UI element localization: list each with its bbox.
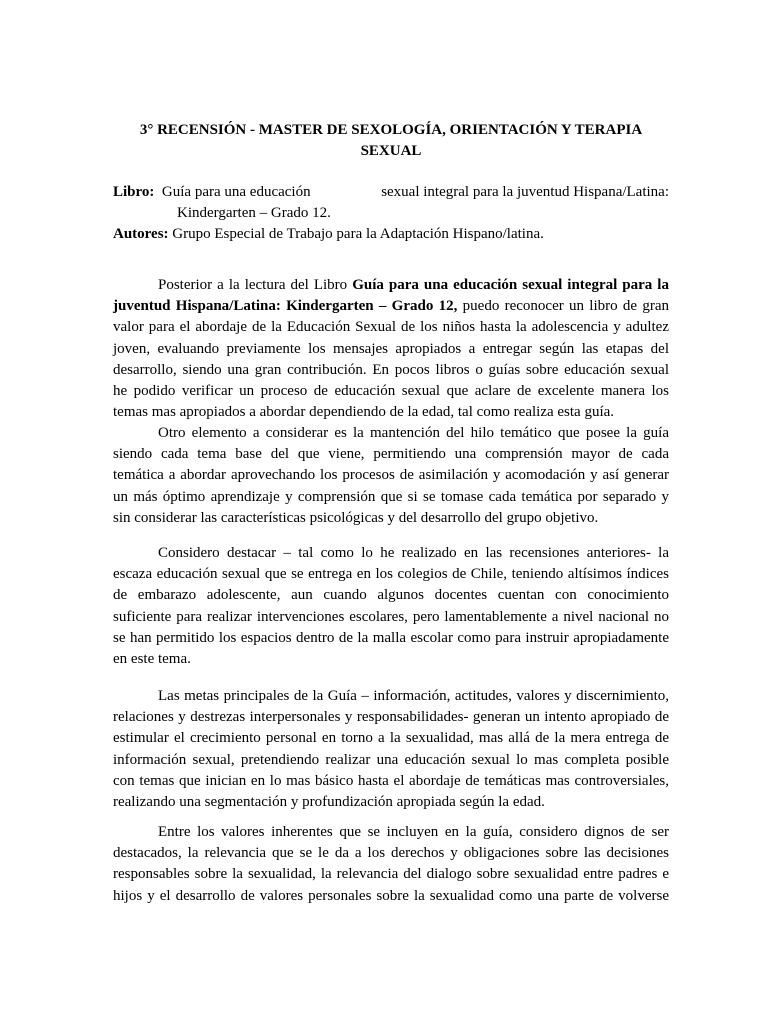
libro-title-part-1: Guía para una educación xyxy=(161,184,311,200)
paragraph-1-line: joven, evaluando previamente los mensajes apropiados a entregar según las etapas del xyxy=(113,340,669,357)
paragraph-5-line: destacados, la relevancia que se le da a los derechos y obligaciones sobre las decisiones xyxy=(113,845,669,862)
autores-label: Autores: xyxy=(113,226,169,242)
paragraph-4-line: Las metas principales de la Guía – información, actitudes, valores y discernimiento, xyxy=(158,688,669,704)
paragraph-5-line: hijos y el desarrollo de valores personales sobre la sexualidad como una parte de volverse xyxy=(113,887,669,904)
paragraph-2-line: siendo cada tema base del que viene, permitiendo una comprensión mayor de cada xyxy=(113,446,669,463)
paragraph-2-line: un más óptimo aprendizaje y comprensión que si se tomase cada temática por separado y xyxy=(113,488,669,505)
paragraph-4-line: realizando una segmentación y profundización apropiada según la edad. xyxy=(113,793,545,810)
paragraph-2-line: sin considerar las características psicológicas y del desarrollo del grupo objetivo. xyxy=(113,509,599,526)
paragraph-4-line: información sexual, pretendiendo realizar una educación sexual lo mas completa posible xyxy=(113,751,669,768)
paragraph-5-line: responsables sobre la sexualidad, la relevancia del dialogo sobre sexualidad entre padres e xyxy=(113,866,669,883)
paragraph-3-line: Considero destacar – tal como lo he realizado en las recensiones anteriores- la xyxy=(158,545,669,561)
paragraph-1-line: valor para el abordaje de la Educación Sexual de los niños hasta la adolescencia y adultez xyxy=(113,319,669,336)
paragraph-3-line: suficiente para realizar intervenciones escolares, pero lamentablemente a nivel nacional no xyxy=(113,608,669,625)
paragraph-1-line: desarrollo, siendo una gran contribución. En pocos libros o guías sobre educación sexual xyxy=(113,361,669,378)
title-line-1: 3° RECENSIÓN - MASTER DE SEXOLOGÍA, ORIENTACIÓN Y TERAPIA xyxy=(139,122,643,138)
paragraph-3-line: de embarazo adolescente, aun cuando algunos docentes cuentan con conocimiento xyxy=(113,587,669,604)
title-line-2: SEXUAL xyxy=(360,143,422,159)
libro-title-part-3: Kindergarten – Grado 12. xyxy=(177,205,331,221)
document-title xyxy=(113,120,669,162)
paragraph-3-line: escaza educación sexual que se entrega en los colegios de Chile, teniendo altísimos índices xyxy=(113,566,669,583)
paragraph-4-line: estimular el crecimiento personal en torno a la sexualidad, mas allá de la mera entrega de xyxy=(113,730,669,747)
libro-line-1 xyxy=(113,182,669,203)
autores-block xyxy=(113,224,669,245)
paragraph-4-line: con temas que inician en lo mas básico hasta el abordaje de temáticas mas controversiales, xyxy=(113,772,669,789)
paragraph-1-line: Posterior a la lectura del Libro Guía para una educación sexual integral para la xyxy=(158,277,669,293)
paragraph-1 xyxy=(113,275,669,423)
paragraph-3 xyxy=(113,543,669,670)
libro-block xyxy=(113,182,669,224)
paragraph-4 xyxy=(113,686,669,813)
paragraph-2-line: temática a abordar aprovechando los procesos de asimilación y acomodación y así generar xyxy=(113,467,669,484)
paragraph-5 xyxy=(113,822,669,907)
libro-label: Libro: xyxy=(113,184,155,200)
paragraph-5-line: Entre los valores inherentes que se incluyen en la guía, considero dignos de ser xyxy=(158,824,669,840)
paragraph-1-line: juventud Hispana/Latina: Kindergarten – Grado 12, puedo reconocer un libro de gran xyxy=(113,298,669,315)
paragraph-2 xyxy=(113,423,669,529)
paragraph-3-line: en este tema. xyxy=(113,650,191,667)
autores-text: Grupo Especial de Trabajo para la Adaptación Hispano/latina. xyxy=(172,226,544,242)
libro-title-part-2: sexual integral para la juventud Hispana/Latina: xyxy=(381,184,669,200)
paragraph-1-line: he podido verificar un proceso de educación sexual que aclare de excelente manera los xyxy=(113,382,669,399)
paragraph-4-line: relaciones y destrezas interpersonales y responsabilidades- generan un intento apropiado de xyxy=(113,709,669,726)
paragraph-1-line: temas mas apropiados a abordar dependiendo de la edad, tal como realiza esta guía. xyxy=(113,404,615,421)
paragraph-3-line: se han permitido los espacios dentro de la malla escolar como para instruir apropiadamente xyxy=(113,629,669,646)
paragraph-2-line: Otro elemento a considerar es la mantención del hilo temático que posee la guía xyxy=(158,425,669,441)
